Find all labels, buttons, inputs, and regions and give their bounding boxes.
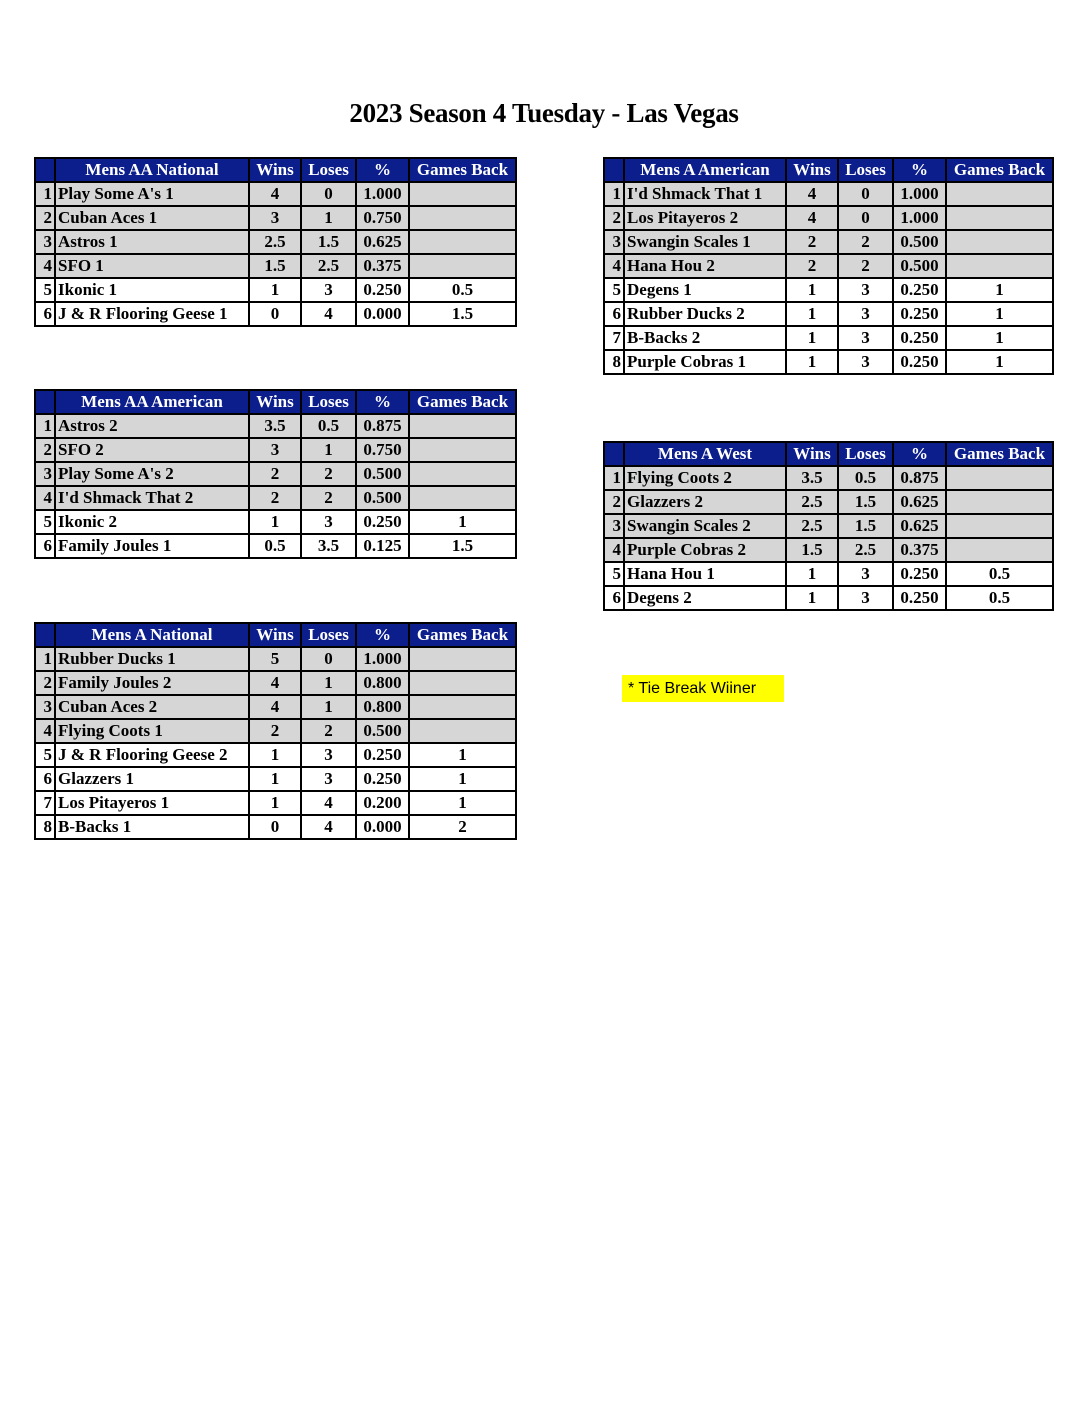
games-back-value: 1: [946, 326, 1053, 350]
header-loses: Loses: [301, 390, 356, 414]
pct-value: 0.750: [356, 206, 409, 230]
loses-value: 2: [838, 254, 893, 278]
wins-value: 2.5: [786, 490, 838, 514]
pct-value: 0.375: [893, 538, 946, 562]
wins-value: 1: [786, 326, 838, 350]
row-rank: 4: [35, 719, 55, 743]
loses-value: 1: [301, 206, 356, 230]
wins-value: 4: [249, 695, 301, 719]
row-rank: 1: [604, 182, 624, 206]
table-row: [35, 302, 516, 326]
games-back-value: [409, 438, 516, 462]
header-loses: Loses: [838, 158, 893, 182]
pct-value: 0.250: [356, 278, 409, 302]
table-row: [35, 486, 516, 510]
team-name: Family Joules 2: [55, 671, 249, 695]
team-name: Astros 2: [55, 414, 249, 438]
team-name: Hana Hou 1: [624, 562, 786, 586]
wins-value: 4: [249, 671, 301, 695]
games-back-value: [946, 230, 1053, 254]
table-row: [604, 254, 1053, 278]
table-row: [604, 278, 1053, 302]
team-name: I'd Shmack That 2: [55, 486, 249, 510]
standings-table-mens-aa-american: [34, 389, 517, 559]
header-rank-blank: [604, 442, 624, 466]
row-rank: 8: [604, 350, 624, 374]
loses-value: 3: [838, 278, 893, 302]
row-rank: 3: [604, 514, 624, 538]
pct-value: 0.250: [356, 767, 409, 791]
team-name: Degens 1: [624, 278, 786, 302]
wins-value: 4: [786, 206, 838, 230]
loses-value: 3: [838, 586, 893, 610]
team-name: Family Joules 1: [55, 534, 249, 558]
wins-value: 1: [786, 278, 838, 302]
table-row: [604, 538, 1053, 562]
team-name: Play Some A's 1: [55, 182, 249, 206]
games-back-value: [409, 695, 516, 719]
team-name: J & R Flooring Geese 2: [55, 743, 249, 767]
row-rank: 3: [35, 230, 55, 254]
row-rank: 6: [35, 302, 55, 326]
row-rank: 3: [35, 695, 55, 719]
pct-value: 0.250: [893, 278, 946, 302]
page-title: 2023 Season 4 Tuesday - Las Vegas: [349, 98, 739, 128]
header-pct: %: [356, 623, 409, 647]
team-name: Ikonic 2: [55, 510, 249, 534]
loses-value: 1: [301, 671, 356, 695]
header-games-back: Games Back: [946, 442, 1053, 466]
games-back-value: 1: [409, 791, 516, 815]
pct-value: 0.500: [356, 719, 409, 743]
division-name: Mens AA American: [55, 390, 249, 414]
pct-value: 0.875: [356, 414, 409, 438]
row-rank: 1: [604, 466, 624, 490]
games-back-value: [409, 414, 516, 438]
loses-value: 2: [838, 230, 893, 254]
wins-value: 2: [786, 230, 838, 254]
team-name: SFO 1: [55, 254, 249, 278]
header-wins: Wins: [786, 442, 838, 466]
loses-value: 4: [301, 302, 356, 326]
loses-value: 0: [301, 182, 356, 206]
pct-value: 0.200: [356, 791, 409, 815]
wins-value: 0.5: [249, 534, 301, 558]
loses-value: 3: [838, 562, 893, 586]
wins-value: 1: [786, 350, 838, 374]
games-back-value: [946, 538, 1053, 562]
table-row: [35, 438, 516, 462]
loses-value: 3: [838, 350, 893, 374]
pct-value: 0.625: [893, 514, 946, 538]
table-row: [604, 514, 1053, 538]
header-games-back: Games Back: [409, 623, 516, 647]
table-row: [35, 743, 516, 767]
pct-value: 1.000: [356, 647, 409, 671]
header-wins: Wins: [249, 623, 301, 647]
table-row: [35, 671, 516, 695]
row-rank: 5: [35, 510, 55, 534]
team-name: B-Backs 1: [55, 815, 249, 839]
row-rank: 5: [35, 743, 55, 767]
table-row: [604, 466, 1053, 490]
wins-value: 2.5: [249, 230, 301, 254]
header-pct: %: [893, 158, 946, 182]
games-back-value: 1: [946, 350, 1053, 374]
pct-value: 0.250: [893, 586, 946, 610]
pct-value: 0.500: [893, 230, 946, 254]
games-back-value: [409, 182, 516, 206]
games-back-value: [409, 230, 516, 254]
row-rank: 2: [604, 490, 624, 514]
loses-value: 1.5: [301, 230, 356, 254]
table-row: [35, 791, 516, 815]
wins-value: 1: [786, 586, 838, 610]
table-row: [35, 647, 516, 671]
header-wins: Wins: [249, 158, 301, 182]
table-row: [604, 586, 1053, 610]
team-name: J & R Flooring Geese 1: [55, 302, 249, 326]
team-name: B-Backs 2: [624, 326, 786, 350]
wins-value: 2: [786, 254, 838, 278]
row-rank: 7: [35, 791, 55, 815]
standings-table-mens-a-national: [34, 622, 517, 840]
team-name: Degens 2: [624, 586, 786, 610]
row-rank: 6: [35, 767, 55, 791]
loses-value: 1.5: [838, 514, 893, 538]
games-back-value: [946, 206, 1053, 230]
games-back-value: 2: [409, 815, 516, 839]
header-loses: Loses: [301, 623, 356, 647]
header-pct: %: [356, 390, 409, 414]
team-name: Purple Cobras 1: [624, 350, 786, 374]
pct-value: 0.375: [356, 254, 409, 278]
header-games-back: Games Back: [409, 390, 516, 414]
row-rank: 2: [35, 438, 55, 462]
wins-value: 2: [249, 719, 301, 743]
games-back-value: [409, 462, 516, 486]
wins-value: 3.5: [249, 414, 301, 438]
team-name: Los Pitayeros 2: [624, 206, 786, 230]
team-name: Cuban Aces 2: [55, 695, 249, 719]
pct-value: 0.800: [356, 695, 409, 719]
loses-value: 2: [301, 486, 356, 510]
games-back-value: 0.5: [946, 586, 1053, 610]
pct-value: 0.875: [893, 466, 946, 490]
pct-value: 0.500: [893, 254, 946, 278]
wins-value: 1: [249, 743, 301, 767]
games-back-value: 1: [409, 767, 516, 791]
loses-value: 0.5: [838, 466, 893, 490]
row-rank: 6: [35, 534, 55, 558]
table-row: [35, 230, 516, 254]
games-back-value: 0.5: [409, 278, 516, 302]
games-back-value: 1.5: [409, 534, 516, 558]
table-row: [604, 350, 1053, 374]
pct-value: 0.750: [356, 438, 409, 462]
header-rank-blank: [35, 158, 55, 182]
wins-value: 1: [786, 562, 838, 586]
row-rank: 6: [604, 586, 624, 610]
division-name: Mens A American: [624, 158, 786, 182]
pct-value: 0.250: [356, 510, 409, 534]
table-row: [604, 206, 1053, 230]
games-back-value: [409, 486, 516, 510]
loses-value: 0: [838, 206, 893, 230]
team-name: Los Pitayeros 1: [55, 791, 249, 815]
header-rank-blank: [35, 390, 55, 414]
header-wins: Wins: [786, 158, 838, 182]
games-back-value: [946, 490, 1053, 514]
pct-value: 0.625: [893, 490, 946, 514]
row-rank: 2: [35, 671, 55, 695]
table-row: [35, 767, 516, 791]
wins-value: 1: [249, 791, 301, 815]
team-name: Hana Hou 2: [624, 254, 786, 278]
pct-value: 0.125: [356, 534, 409, 558]
wins-value: 1.5: [786, 538, 838, 562]
table-row: [604, 302, 1053, 326]
pct-value: 0.500: [356, 462, 409, 486]
pct-value: 0.625: [356, 230, 409, 254]
header-loses: Loses: [301, 158, 356, 182]
wins-value: 3: [249, 206, 301, 230]
row-rank: 4: [35, 486, 55, 510]
table-row: [35, 206, 516, 230]
pct-value: 0.250: [893, 302, 946, 326]
loses-value: 0: [838, 182, 893, 206]
header-rank-blank: [35, 623, 55, 647]
row-rank: 3: [604, 230, 624, 254]
standings-table-mens-a-west: [603, 441, 1054, 611]
loses-value: 3: [301, 510, 356, 534]
team-name: Cuban Aces 1: [55, 206, 249, 230]
loses-value: 0: [301, 647, 356, 671]
team-name: SFO 2: [55, 438, 249, 462]
team-name: Swangin Scales 2: [624, 514, 786, 538]
games-back-value: [946, 466, 1053, 490]
table-row: [604, 182, 1053, 206]
row-rank: 7: [604, 326, 624, 350]
wins-value: 0: [249, 302, 301, 326]
loses-value: 1: [301, 438, 356, 462]
row-rank: 3: [35, 462, 55, 486]
table-row: [35, 278, 516, 302]
wins-value: 2: [249, 486, 301, 510]
team-name: Flying Coots 1: [55, 719, 249, 743]
wins-value: 0: [249, 815, 301, 839]
wins-value: 1: [249, 767, 301, 791]
table-row: [604, 562, 1053, 586]
wins-value: 4: [786, 182, 838, 206]
table-row: [35, 719, 516, 743]
loses-value: 3.5: [301, 534, 356, 558]
wins-value: 2.5: [786, 514, 838, 538]
header-games-back: Games Back: [409, 158, 516, 182]
row-rank: 5: [35, 278, 55, 302]
loses-value: 0.5: [301, 414, 356, 438]
games-back-value: [409, 647, 516, 671]
division-name: Mens A National: [55, 623, 249, 647]
games-back-value: [946, 514, 1053, 538]
loses-value: 1: [301, 695, 356, 719]
loses-value: 3: [838, 326, 893, 350]
loses-value: 4: [301, 815, 356, 839]
team-name: Rubber Ducks 1: [55, 647, 249, 671]
wins-value: 3: [249, 438, 301, 462]
loses-value: 2: [301, 719, 356, 743]
team-name: Glazzers 1: [55, 767, 249, 791]
header-rank-blank: [604, 158, 624, 182]
table-row: [35, 462, 516, 486]
pct-value: 0.250: [893, 562, 946, 586]
wins-value: 2: [249, 462, 301, 486]
pct-value: 0.250: [893, 350, 946, 374]
pct-value: 0.250: [893, 326, 946, 350]
standings-table-mens-aa-national: [34, 157, 517, 327]
table-row: [35, 534, 516, 558]
wins-value: 1: [249, 278, 301, 302]
header-games-back: Games Back: [946, 158, 1053, 182]
table-row: [35, 510, 516, 534]
row-rank: 5: [604, 562, 624, 586]
row-rank: 1: [35, 414, 55, 438]
pct-value: 0.000: [356, 302, 409, 326]
table-row: [604, 230, 1053, 254]
team-name: Flying Coots 2: [624, 466, 786, 490]
loses-value: 4: [301, 791, 356, 815]
table-row: [35, 815, 516, 839]
games-back-value: [409, 254, 516, 278]
games-back-value: [946, 182, 1053, 206]
loses-value: 2: [301, 462, 356, 486]
row-rank: 5: [604, 278, 624, 302]
wins-value: 3.5: [786, 466, 838, 490]
games-back-value: [946, 254, 1053, 278]
team-name: Glazzers 2: [624, 490, 786, 514]
games-back-value: [409, 719, 516, 743]
loses-value: 3: [301, 278, 356, 302]
table-row: [35, 254, 516, 278]
table-row: [604, 490, 1053, 514]
row-rank: 4: [604, 538, 624, 562]
row-rank: 6: [604, 302, 624, 326]
wins-value: 1: [786, 302, 838, 326]
loses-value: 3: [301, 743, 356, 767]
loses-value: 2.5: [301, 254, 356, 278]
table-row: [35, 414, 516, 438]
wins-value: 1: [249, 510, 301, 534]
standings-table-mens-a-american: [603, 157, 1054, 375]
tie-break-note: * Tie Break Wiiner: [622, 675, 784, 702]
header-wins: Wins: [249, 390, 301, 414]
team-name: Astros 1: [55, 230, 249, 254]
team-name: Swangin Scales 1: [624, 230, 786, 254]
row-rank: 2: [35, 206, 55, 230]
division-name: Mens AA National: [55, 158, 249, 182]
table-row: [604, 326, 1053, 350]
header-loses: Loses: [838, 442, 893, 466]
team-name: I'd Shmack That 1: [624, 182, 786, 206]
pct-value: 0.800: [356, 671, 409, 695]
loses-value: 2.5: [838, 538, 893, 562]
games-back-value: 1.5: [409, 302, 516, 326]
team-name: Purple Cobras 2: [624, 538, 786, 562]
games-back-value: [409, 206, 516, 230]
table-row: [35, 695, 516, 719]
loses-value: 3: [301, 767, 356, 791]
row-rank: 4: [35, 254, 55, 278]
header-pct: %: [356, 158, 409, 182]
pct-value: 1.000: [893, 182, 946, 206]
row-rank: 1: [35, 647, 55, 671]
pct-value: 1.000: [893, 206, 946, 230]
team-name: Rubber Ducks 2: [624, 302, 786, 326]
pct-value: 1.000: [356, 182, 409, 206]
pct-value: 0.250: [356, 743, 409, 767]
loses-value: 1.5: [838, 490, 893, 514]
games-back-value: 1: [946, 302, 1053, 326]
team-name: Ikonic 1: [55, 278, 249, 302]
games-back-value: 1: [409, 743, 516, 767]
row-rank: 4: [604, 254, 624, 278]
header-pct: %: [893, 442, 946, 466]
games-back-value: [409, 671, 516, 695]
pct-value: 0.500: [356, 486, 409, 510]
wins-value: 1.5: [249, 254, 301, 278]
wins-value: 4: [249, 182, 301, 206]
games-back-value: 1: [946, 278, 1053, 302]
table-row: [35, 182, 516, 206]
games-back-value: 0.5: [946, 562, 1053, 586]
division-name: Mens A West: [624, 442, 786, 466]
games-back-value: 1: [409, 510, 516, 534]
row-rank: 1: [35, 182, 55, 206]
wins-value: 5: [249, 647, 301, 671]
loses-value: 3: [838, 302, 893, 326]
team-name: Play Some A's 2: [55, 462, 249, 486]
pct-value: 0.000: [356, 815, 409, 839]
row-rank: 2: [604, 206, 624, 230]
row-rank: 8: [35, 815, 55, 839]
